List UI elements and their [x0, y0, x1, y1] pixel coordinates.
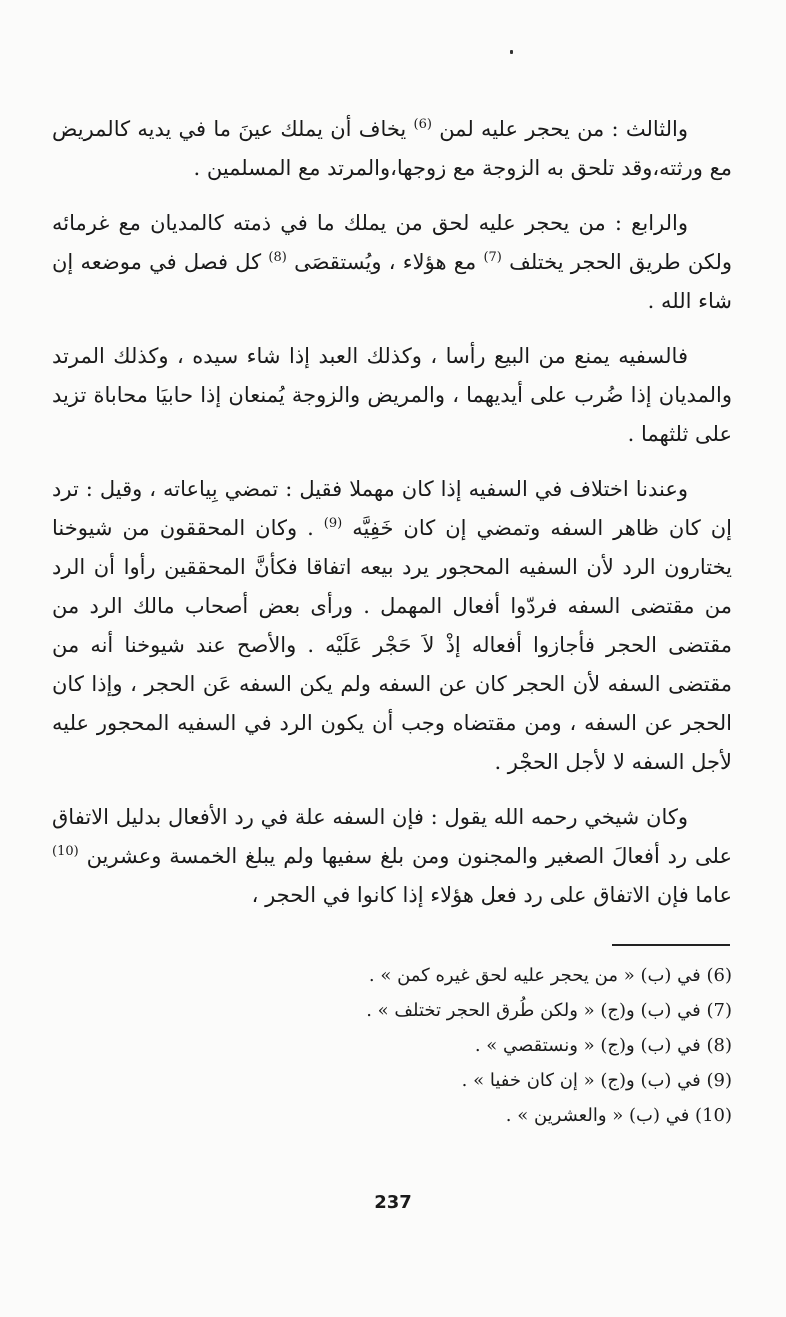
footnote-7: (7) في (ب) و(ج) « ولكن طُرق الحجر تختلف » . [366, 1000, 732, 1021]
paragraph-text: كل فصل في موضعه إن شاء الله . [52, 250, 732, 313]
footnotes [52, 958, 732, 1133]
paragraph-disagreement [52, 470, 732, 782]
footnote-reference: (8) [268, 250, 287, 265]
paragraph-sheikh-saying [52, 798, 732, 915]
footnote-6: (6) في (ب) « من يحجر عليه لحق غيره كمن » . [368, 965, 732, 986]
footnote-reference: (10) [52, 844, 79, 859]
footnote-reference: (9) [323, 516, 343, 531]
footnote-8: (8) في (ب) و(ج) « ونستقصي » . [474, 1035, 732, 1056]
paragraph-text: يخاف أن يملك عينَ ما في يديه كالمريض مع ورثته،وقد تلحق به الزوجة مع زوجها،والمرتد مع المسلمين . [52, 117, 732, 180]
main-text [52, 110, 732, 931]
footnote-reference: (7) [483, 250, 502, 265]
scan-speck [510, 50, 513, 54]
footnote-9: (9) في (ب) و(ج) « إن كان خفيا » . [461, 1070, 732, 1091]
footnote-reference: (6) [413, 117, 432, 132]
paragraph-text: عاما فإن الاتفاق على رد فعل هؤلاء إذا كانوا في الحجر ، [251, 883, 732, 907]
paragraph-text: مع هؤلاء ، ويُستقصَى [286, 250, 484, 274]
paragraph-text: وكان شيخي رحمه الله يقول : فإن السفه علة في رد الأفعال بدليل الاتفاق على رد أفعالَ الصغير والمجنون ومن بلغ سفيها ولم يبلغ الخمسة وعشرين [52, 805, 732, 868]
paragraph-text: والرابع : من يحجر عليه لحق من يملك ما في ذمته كالمديان مع غرمائه ولكن طريق الحجر يختلف [52, 211, 732, 274]
paragraph-text: فالسفيه يمنع من البيع رأسا ، وكذلك العبد إذا شاء سيده ، وكذلك المرتد والمديان إذا ضُرب على أيديهما ، والمريض والزوجة يُمنعان إذا حابيَا محاباة تزيد على ثلثهما . [52, 344, 732, 446]
paragraph-text: والثالث : من يحجر عليه لمن [431, 117, 688, 141]
footnote-10: (10) في (ب) « والعشرين » . [505, 1105, 732, 1126]
footnote-divider [612, 944, 730, 946]
paragraph-third-category [52, 110, 732, 188]
page-number: 237 [374, 1192, 412, 1213]
paragraph-safih [52, 337, 732, 454]
paragraph-text: . وكان المحققون من شيوخنا يختارون الرد لأن السفيه المحجور يرد بيعه اتفاقا فكأنَّ المحققين رأوا أن الرد من مقتضى السفه فردّوا أفعال المهمل . ورأى بعض أصحاب مالك الرد من مقتضى الحجر فأجازوا أفعاله إذْ لاَ حَجْر عَلَيْه . والأصح عند شيوخنا أنه من مقتضى السفه لأن الحجر كان عن السفه ولم يكن السفه عَن الحجر ، وإذا كان الحجر عن السفه ، ومن مقتضاه وجب أن يكون الرد في السفيه المحجور عليه لأجل السفه لا لأجل الحجْر . [52, 516, 732, 774]
paragraph-text: وعندنا اختلاف في السفيه إذا كان مهملا فقيل : تمضي بِياعاته ، وقيل : ترد إن كان ظاهر السفه وتمضي إن كان خَفِيَّه [52, 477, 732, 540]
paragraph-fourth-category [52, 204, 732, 321]
